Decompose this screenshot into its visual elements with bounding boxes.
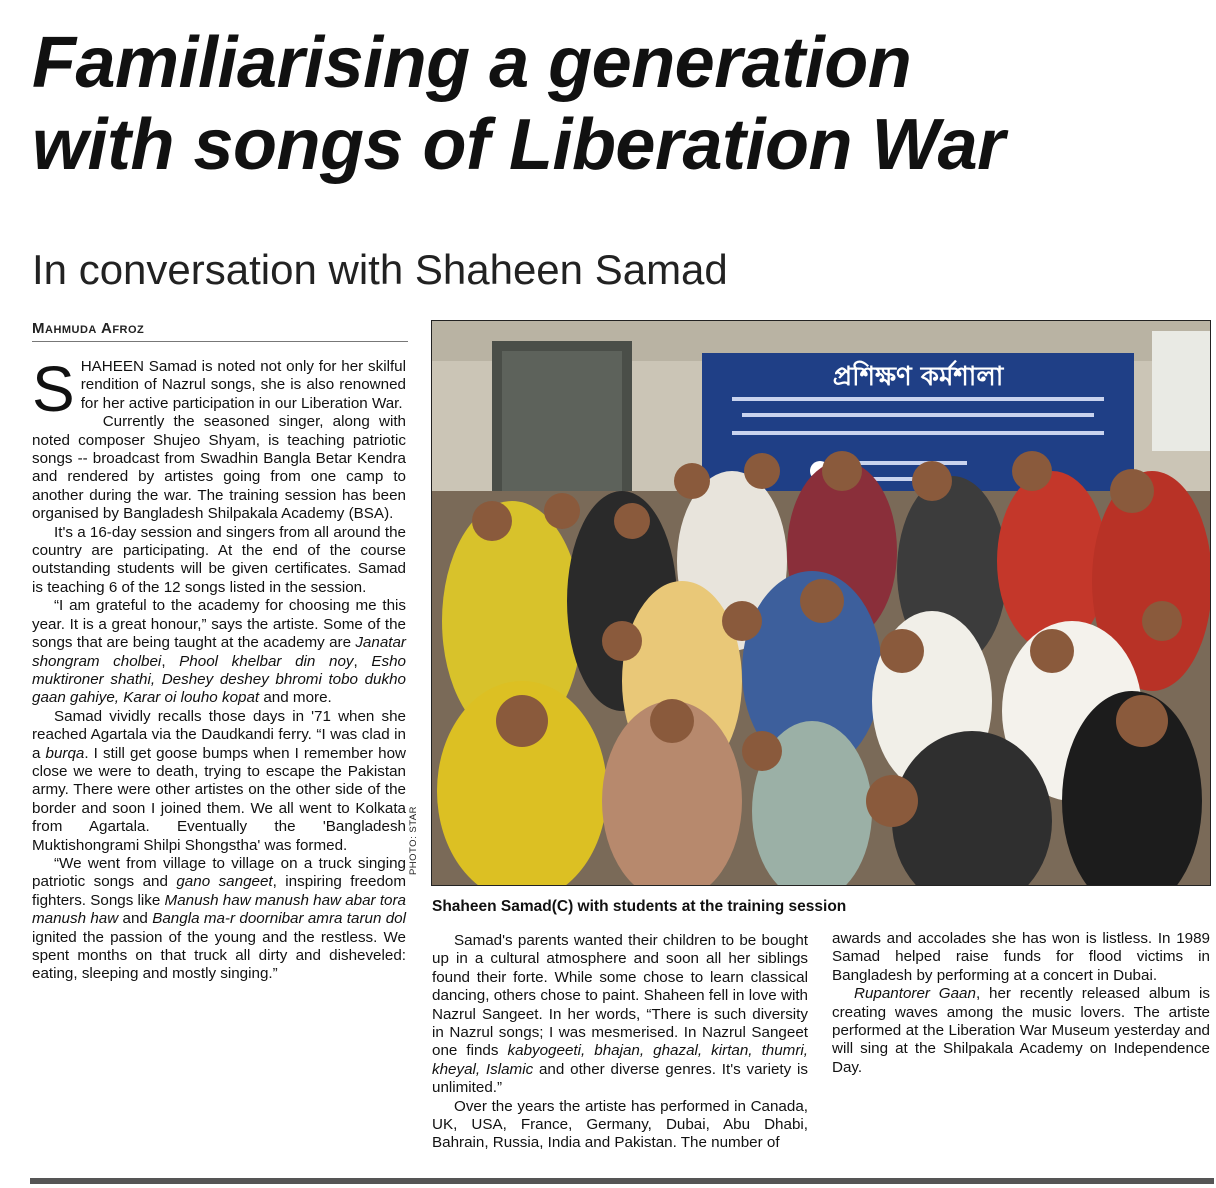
headline bbox=[32, 22, 1192, 186]
photo-credit: PHOTO: STAR bbox=[408, 806, 419, 876]
byline: Mahmuda Afroz bbox=[32, 320, 145, 337]
svg-text:প্রশিক্ষণ কর্মশালা: প্রশিক্ষণ কর্মশালা bbox=[832, 362, 1004, 392]
body-column-1 bbox=[32, 353, 406, 984]
paragraph-4: “I am grateful to the academy for choosing me this year. It is a great honour,” says the artiste. Some of the songs that are being taught at the academy are Janatar shongram cholbei, Phool khelbar din noy, Esho muktironer shathi, Deshey deshey bhromi tobo dukho gaan gahiye, Karar oi louho kopat and more. bbox=[32, 597, 406, 707]
drop-cap: S bbox=[32, 353, 75, 425]
paragraph-1: SHAHEEN Samad is noted not only for her skilful rendition of Nazrul songs, she is also renowned for her active participation in our Liberation War. bbox=[32, 353, 406, 425]
paragraph-5: Samad vividly recalls those days in '71 when she reached Agartala via the Daudkandi ferry. “I was clad in a burqa. I still get goose bumps when I remember how close we were to death, trying to escape the Pakistan army. There were other artistes on the other side of the border and soon I joined them. We all went to Kolkata from Agartala. Eventually the 'Bangladesh Muktishongrami Shilpi Shongstha' was formed. bbox=[32, 707, 406, 854]
paragraph-2: Currently the seasoned singer, along with noted composer Shujeo Shyam, is teaching patriotic songs -- broadcast from Swadhin Bangla Betar Kendra and rendered by artistes going from one camp to another during the war. The training session has been organised by Bangladesh Shilpakala Academy (BSA). bbox=[32, 413, 406, 523]
article-photo bbox=[431, 320, 1211, 886]
paragraph-6: “We went from village to village on a truck singing patriotic songs and gano sangeet, inspiring freedom fighters. Songs like Manush haw manush haw abar tora manush haw and Bangla ma-r doornibar amra tarun dol ignited the passion of the young and the restless. We spent months on that truck all dirty and disheveled: eating, sleeping and mostly singing.” bbox=[32, 854, 406, 983]
subheadline: In conversation with Shaheen Samad bbox=[32, 246, 728, 293]
footer-rule bbox=[30, 1178, 1214, 1184]
paragraph-3: It's a 16-day session and singers from all around the country are participating. At the end of the course outstanding students will be given certificates. Samad is teaching 6 of the 12 songs listed in the session. bbox=[32, 523, 406, 596]
body-column-2 bbox=[432, 932, 808, 1153]
paragraph-8: Over the years the artiste has performed in Canada, UK, USA, France, Germany, Dubai, Abu Dhabi, Bahrain, Russia, India and Pakistan. The number of bbox=[432, 1097, 808, 1152]
body-column-3 bbox=[832, 930, 1210, 1077]
paragraph-9: Rupantorer Gaan, her recently released album is creating waves among the music lovers. The artiste performed at the Liberation War Museum yesterday and will sing at the Shilpakala Academy on Independence Day. bbox=[832, 985, 1211, 1076]
headline-line-2: with songs of Liberation War bbox=[32, 105, 1005, 185]
photo-caption: Shaheen Samad(C) with students at the training session bbox=[432, 898, 847, 915]
paragraph-7: Samad's parents wanted their children to be bought up in a cultural atmosphere and soon all her siblings found their forte. While some chose to learn classical dancing, others chose to paint. Shaheen fell in love with Nazrul Sangeet. In her words, “There is such diversity in Nazrul songs; I was mesmerised. In Nazrul Sangeet one finds kabyogeeti, bhajan, ghazal, kirtan, thumri, kheyal, Islamic and other diverse genres. It's variety is unlimited.” bbox=[432, 932, 808, 1097]
headline-line-1: Familiarising a generation bbox=[32, 23, 912, 103]
photo-illustration bbox=[432, 321, 1210, 885]
byline-divider bbox=[32, 341, 408, 342]
paragraph-8-continued: awards and accolades she has won is listless. In 1989 Samad helped raise funds for flood victims in Bangladesh by performing at a concert in Dubai. bbox=[832, 930, 1210, 984]
